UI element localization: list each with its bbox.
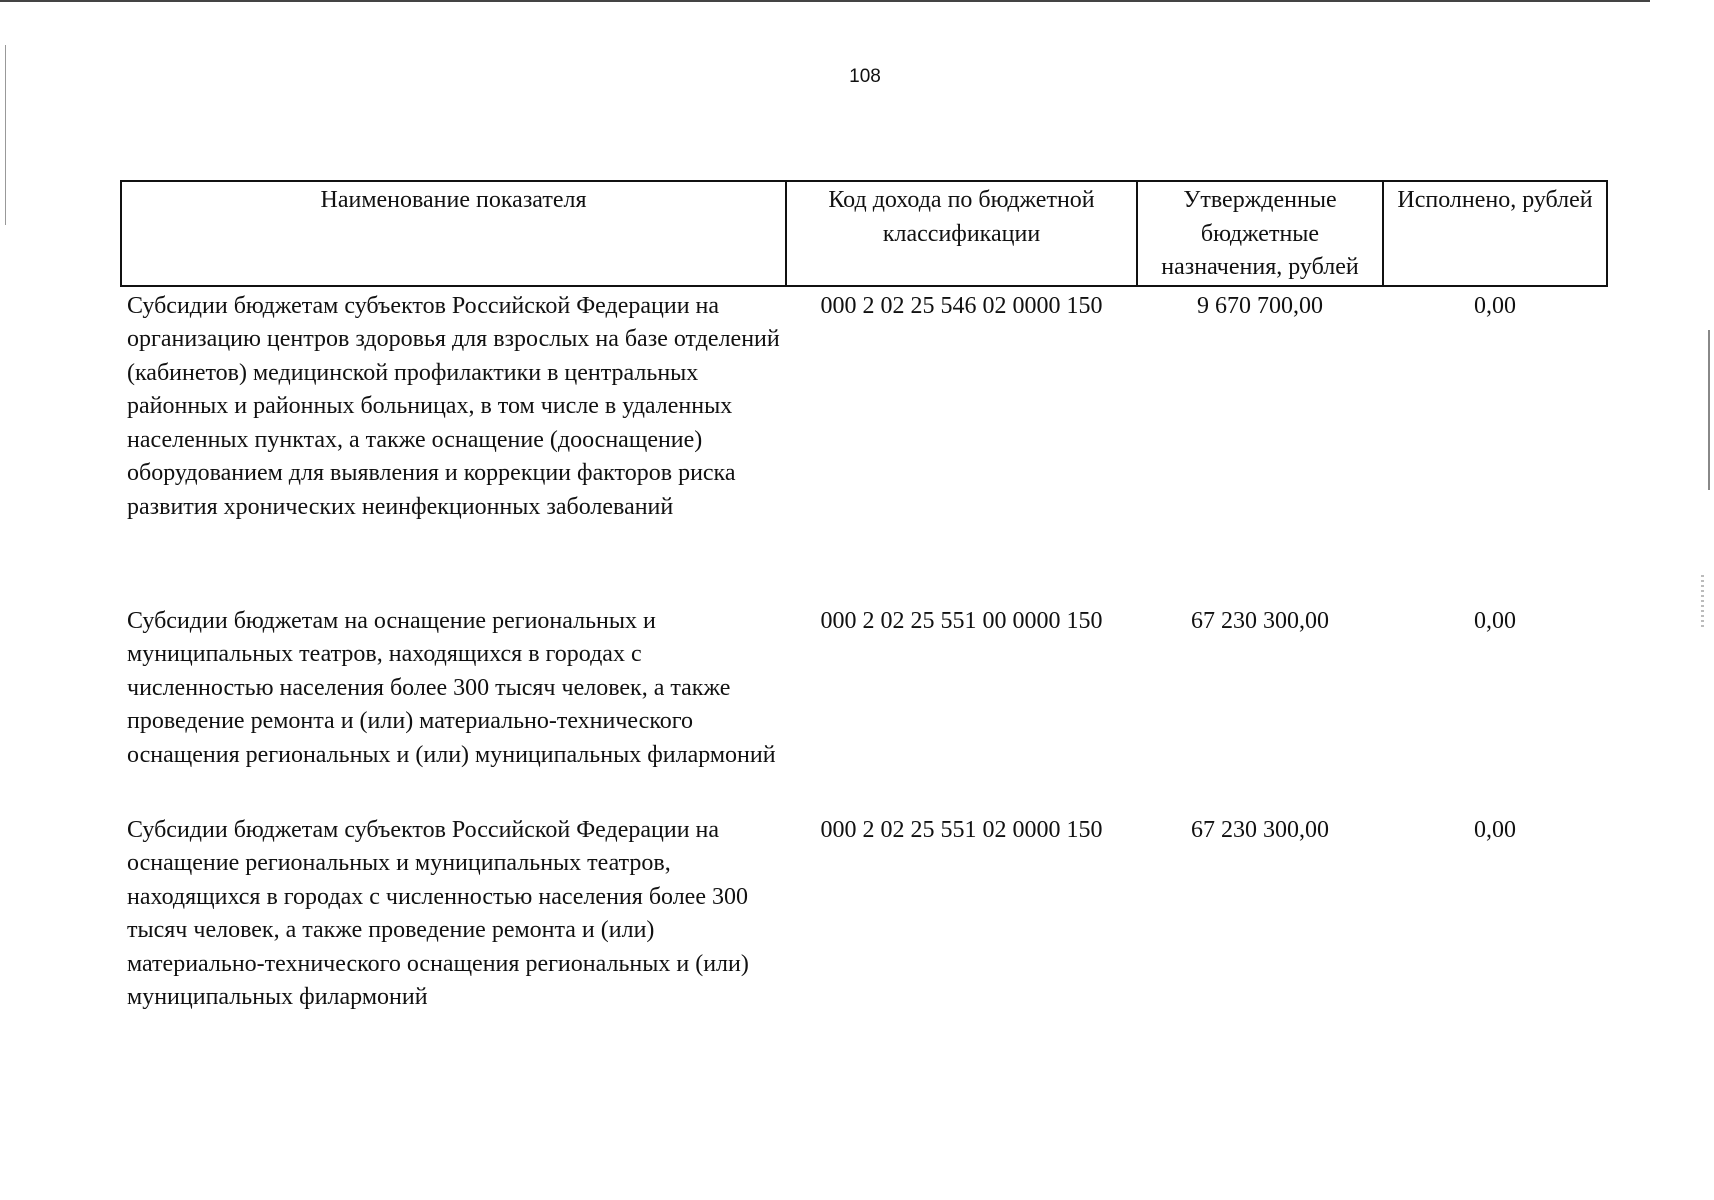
- header-executed: Исполнено, рублей: [1383, 181, 1607, 286]
- row-name: Субсидии бюджетам субъектов Российской Федерации на организацию центров здоровья для взрослых на базе отделений (кабинетов) медицинской профилактики в центральных районных и районных больницах, в том числе в удаленных населенных пунктах, а также оснащение (дооснащение) оборудованием для выявления и коррекции факторов риска развития хронических неинфекционных заболеваний: [127, 292, 780, 520]
- scan-margin-dots: [1701, 575, 1704, 630]
- row-approved: 9 670 700,00: [1197, 292, 1323, 319]
- row-code: 000 2 02 25 551 00 0000 150: [820, 607, 1103, 634]
- row-executed: 0,00: [1474, 607, 1516, 634]
- table-header-row: [121, 181, 1607, 286]
- scan-margin-mark: [1708, 330, 1710, 490]
- row-name: Субсидии бюджетам субъектов Российской Федерации на оснащение региональных и муниципальных театров, находящихся в городах с численностью населения более 300 тысяч человек, а также проведение ремонта и (или) материально-технического оснащения региональных и (или) муниципальных филармоний: [127, 816, 749, 1010]
- row-name: Субсидии бюджетам на оснащение региональных и муниципальных театров, находящихся в городах с численностью населения более 300 тысяч человек, а также проведение ремонта и (или) материально-технического оснащения региональных и (или) муниципальных филармоний: [127, 607, 776, 768]
- row-approved: 67 230 300,00: [1191, 816, 1329, 843]
- scan-margin-mark: [5, 45, 6, 225]
- header-name: Наименование показателя: [121, 181, 786, 286]
- budget-income-table: [120, 180, 1608, 1024]
- page-number: 108: [849, 66, 881, 87]
- row-approved: 67 230 300,00: [1191, 607, 1329, 634]
- row-code: 000 2 02 25 546 02 0000 150: [820, 292, 1103, 319]
- table-row: [121, 286, 1607, 602]
- scan-edge-line: [0, 0, 1650, 2]
- header-approved: Утвержденные бюджетные назначения, рублей: [1137, 181, 1383, 286]
- row-executed: 0,00: [1474, 292, 1516, 319]
- table-row: [121, 602, 1607, 811]
- table-row: [121, 811, 1607, 1024]
- row-code: 000 2 02 25 551 02 0000 150: [820, 816, 1103, 843]
- header-code: Код дохода по бюджетной классификации: [786, 181, 1137, 286]
- row-executed: 0,00: [1474, 816, 1516, 843]
